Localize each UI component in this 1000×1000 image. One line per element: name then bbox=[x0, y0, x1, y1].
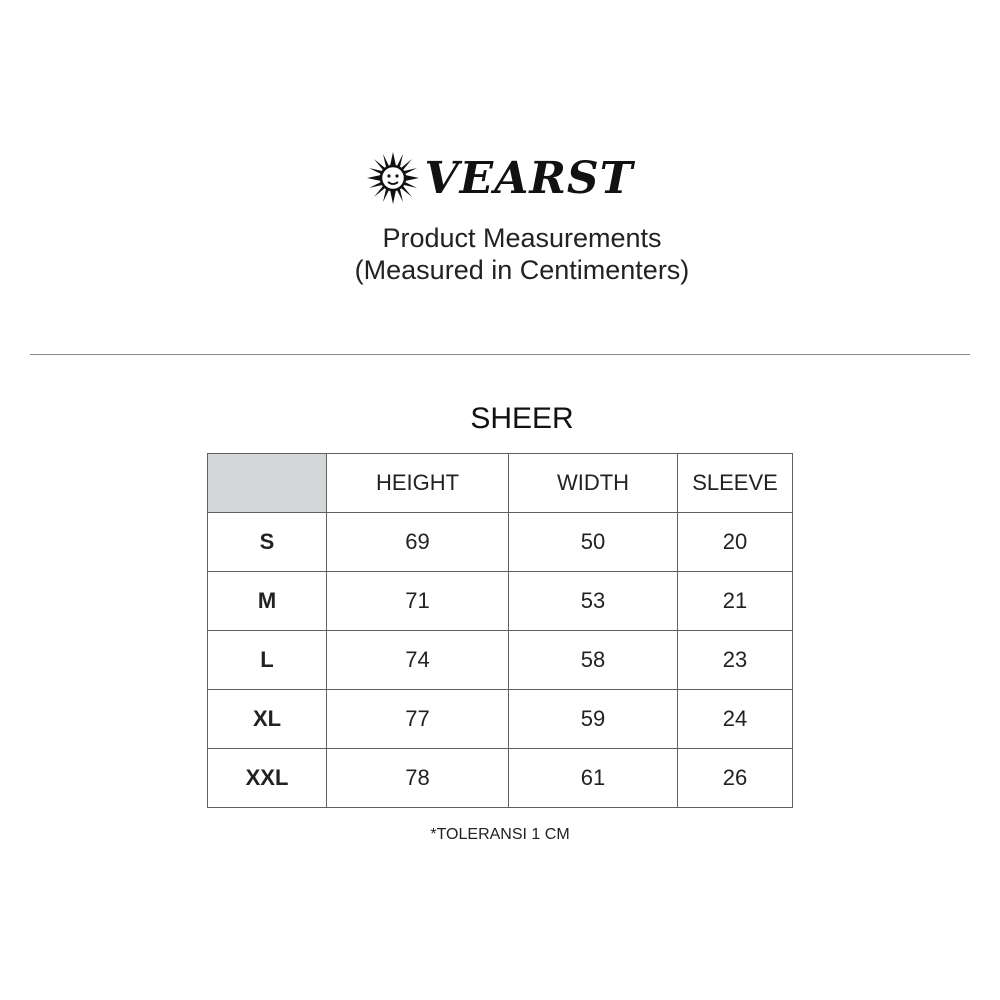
divider bbox=[30, 354, 970, 355]
size-label: S bbox=[208, 513, 327, 572]
size-label: L bbox=[208, 631, 327, 690]
sun-icon bbox=[367, 152, 419, 204]
height-value: 77 bbox=[327, 690, 509, 749]
table-row bbox=[208, 572, 793, 631]
table-row bbox=[208, 690, 793, 749]
table-row bbox=[208, 631, 793, 690]
width-value: 61 bbox=[509, 749, 678, 808]
table-row bbox=[208, 513, 793, 572]
brand-name: VEARST bbox=[424, 152, 634, 204]
corner-cell bbox=[208, 454, 327, 513]
table-header-row bbox=[208, 454, 793, 513]
sleeve-value: 24 bbox=[678, 690, 793, 749]
size-chart-table bbox=[207, 453, 793, 808]
height-value: 71 bbox=[327, 572, 509, 631]
page-title: Product Measurements bbox=[382, 223, 662, 253]
product-title: SHEER bbox=[470, 402, 574, 435]
width-value: 58 bbox=[509, 631, 678, 690]
size-label: M bbox=[208, 572, 327, 631]
sleeve-value: 26 bbox=[678, 749, 793, 808]
sleeve-value: 20 bbox=[678, 513, 793, 572]
page-subtitle: (Measured in Centimenters) bbox=[354, 255, 690, 285]
column-header-height: HEIGHT bbox=[327, 454, 509, 513]
height-value: 78 bbox=[327, 749, 509, 808]
width-value: 50 bbox=[509, 513, 678, 572]
height-value: 74 bbox=[327, 631, 509, 690]
height-value: 69 bbox=[327, 513, 509, 572]
sleeve-value: 23 bbox=[678, 631, 793, 690]
tolerance-note: *TOLERANSI 1 CM bbox=[430, 826, 570, 843]
column-header-width: WIDTH bbox=[509, 454, 678, 513]
column-header-sleeve: SLEEVE bbox=[678, 454, 793, 513]
brand-logo bbox=[0, 150, 1000, 206]
width-value: 53 bbox=[509, 572, 678, 631]
size-label: XXL bbox=[208, 749, 327, 808]
sleeve-value: 21 bbox=[678, 572, 793, 631]
size-label: XL bbox=[208, 690, 327, 749]
table-row bbox=[208, 749, 793, 808]
width-value: 59 bbox=[509, 690, 678, 749]
